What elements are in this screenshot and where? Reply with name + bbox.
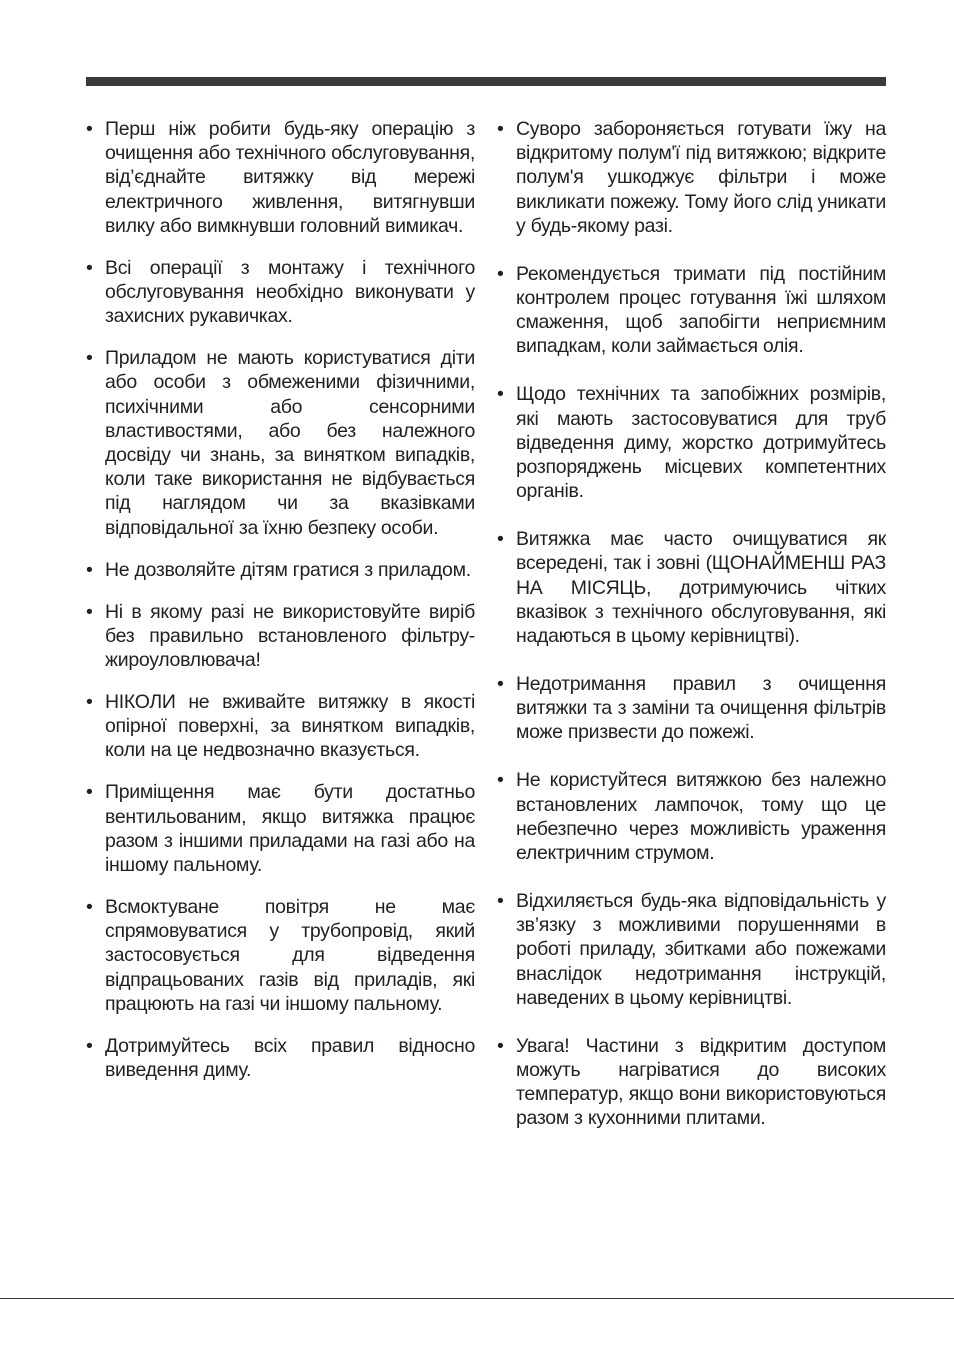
bullet-icon: • bbox=[497, 262, 504, 285]
safety-item-text: Приладом не мають користуватися діти або особи з обмеженими фізичними, психічними або сенсорними властивостями, або без належного досвіду чи знань, за винятком випадків, коли таке використання не відбувається під наглядом чи за вказівками відповідальної за їхню безпеку особи. bbox=[105, 347, 475, 539]
bullet-icon: • bbox=[86, 118, 93, 140]
bullet-icon: • bbox=[86, 558, 93, 581]
safety-item-text: Приміщення має бути достатньо вентильованим, якщо витяжка працює разом з іншими приладами на газі або на іншому пальному. bbox=[105, 781, 475, 877]
safety-item-text: Суворо забороняється готувати їжу на відкритому полум'ї під витяжкою; відкрите полум'я ушкоджує фільтри і може викликати пожежу. Тому його слід уникати у будь-якому разі. bbox=[516, 118, 886, 237]
bullet-icon: • bbox=[86, 691, 93, 714]
header-rule bbox=[86, 77, 886, 86]
safety-item bbox=[86, 895, 475, 1016]
safety-item-text: Відхиляється будь-яка відповідальність у зв’язку з можливими порушеннями в роботі приладу, збитками або пожежами внаслідок недотримання інструкцій, наведених в цьому керівництві. bbox=[516, 890, 886, 1009]
bullet-icon: • bbox=[86, 347, 93, 370]
safety-item bbox=[86, 117, 475, 238]
footer-rule bbox=[0, 1298, 954, 1299]
safety-item bbox=[497, 527, 886, 648]
safety-item-text: Недотримання правил з очищення витяжки та з заміни та очищення фільтрів може призвести до пожежі. bbox=[516, 673, 886, 744]
safety-item-text: Всмоктуване повітря не має спрямовуватися у трубопровід, який застосовується для відведення відпрацьованих газів від приладів, які працюють на газі чи іншому пальному. bbox=[105, 896, 475, 1015]
safety-item bbox=[86, 346, 475, 540]
safety-item bbox=[497, 262, 886, 359]
bullet-icon: • bbox=[497, 1034, 504, 1057]
safety-item-text: Дотримуйтесь всіх правил відносно виведення диму. bbox=[105, 1034, 475, 1082]
bullet-icon: • bbox=[497, 528, 504, 551]
safety-item-text: Перш ніж робити будь-яку операцію з очищення або технічного обслуговування, від’єднайте витяжку від мережі електричного живлення, витягнувши вилку або вимкнувши головний вимикач. bbox=[105, 118, 475, 237]
safety-item bbox=[497, 768, 886, 865]
bullet-icon: • bbox=[497, 890, 504, 913]
left-column bbox=[86, 117, 475, 1100]
bullet-icon: • bbox=[86, 1034, 93, 1057]
bullet-icon: • bbox=[86, 896, 93, 919]
safety-item-text: Увага! Частини з відкритим доступом можуть нагріватися до високих температур, якщо вони використовуються разом з кухонними плитами. bbox=[516, 1034, 886, 1130]
safety-item bbox=[497, 672, 886, 745]
bullet-icon: • bbox=[86, 600, 93, 623]
safety-item-text: Не користуйтеся витяжкою без належно встановлених лампочок, тому що це небезпечно через можливість ураження електричним струмом. bbox=[516, 769, 886, 865]
safety-item bbox=[86, 256, 475, 329]
safety-item bbox=[497, 1034, 886, 1131]
safety-item bbox=[86, 558, 475, 582]
safety-item bbox=[86, 780, 475, 877]
bullet-icon: • bbox=[497, 673, 504, 696]
safety-item bbox=[86, 600, 475, 673]
bullet-icon: • bbox=[497, 769, 504, 792]
safety-item-text: НІКОЛИ не вживайте витяжку в якості опірної поверхні, за винятком випадків, коли на це недвозначно вказується. bbox=[105, 691, 475, 762]
bullet-icon: • bbox=[497, 383, 504, 406]
safety-item-text: Ні в якому разі не використовуйте виріб без правильно встановленого фільтру-жироуловлювача! bbox=[105, 600, 475, 672]
bullet-icon: • bbox=[86, 781, 93, 804]
safety-item-text: Витяжка має часто очищуватися як всередені, так і зовні (ЩОНАЙМЕНШ РАЗ НА МІСЯЦЬ, дотримуючись чітких вказівок з технічного обслуговування, які надаються в цьому керівництві). bbox=[516, 528, 886, 648]
safety-item bbox=[497, 117, 886, 238]
safety-item bbox=[86, 1034, 475, 1082]
safety-item-text: Рекомендується тримати під постійним контролем процес готування їжі шляхом смаження, щоб запобігти неприємним випадкам, коли займається олія. bbox=[516, 262, 886, 358]
safety-item-text: Щодо технічних та запобіжних розмірів, які мають застосовуватися для труб відведення диму, жорстко дотримуйтесь розпоряджень місцевих компетентних органів. bbox=[516, 383, 886, 503]
safety-item bbox=[86, 690, 475, 763]
safety-item bbox=[497, 889, 886, 1010]
bullet-icon: • bbox=[86, 256, 93, 279]
right-column bbox=[497, 117, 886, 1154]
safety-item bbox=[497, 382, 886, 503]
safety-item-text: Не дозволяйте дітям гратися з приладом. bbox=[105, 558, 471, 581]
safety-item-text: Всі операції з монтажу і технічного обслуговування необхідно виконувати у захисних рукавичках. bbox=[105, 256, 475, 328]
bullet-icon: • bbox=[497, 118, 504, 140]
